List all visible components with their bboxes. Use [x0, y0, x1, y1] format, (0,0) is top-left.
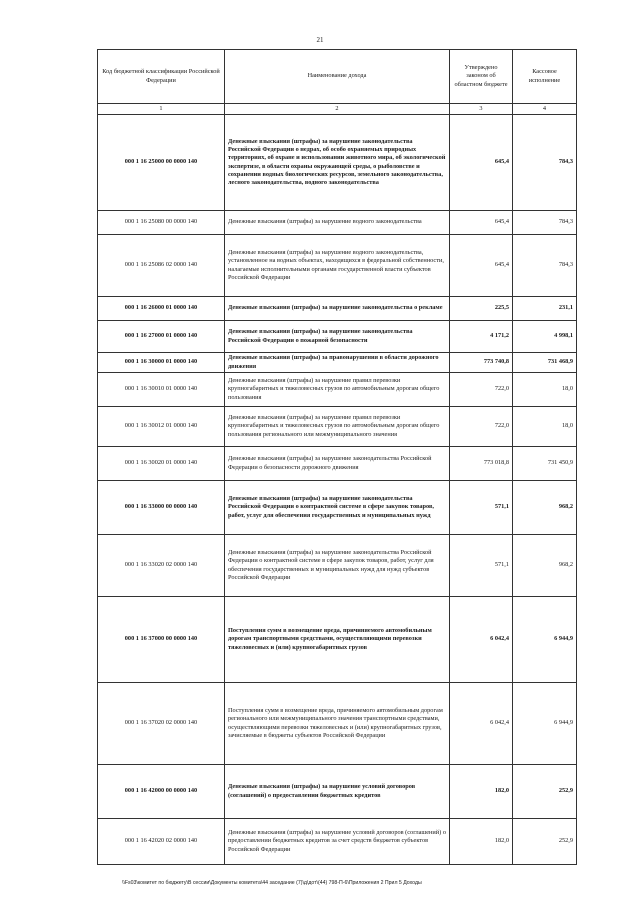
table-row	[98, 373, 577, 407]
row-code: 000 1 16 33000 00 0000 140	[98, 481, 225, 535]
header-executed: Кассовое исполнение	[513, 50, 577, 104]
row-code: 000 1 16 30012 01 0000 140	[98, 407, 225, 447]
row-approved: 645,4	[450, 211, 513, 235]
row-approved: 645,4	[450, 115, 513, 211]
table-row	[98, 535, 577, 597]
table-row	[98, 321, 577, 353]
row-executed: 968,2	[513, 481, 577, 535]
file-path-footer: \\Fs03\комитет по бюджету\В сессии\Документы комитета\44 заседание (7)\д\дот\(44) 798-П-6\Приложения 2 Прил 5 Доходы	[122, 880, 422, 886]
page-number: 21	[316, 36, 324, 44]
column-number: 2	[225, 104, 450, 115]
row-code: 000 1 16 30010 01 0000 140	[98, 373, 225, 407]
table-row	[98, 353, 577, 373]
revenue-table	[97, 49, 577, 865]
row-code: 000 1 16 27000 01 0000 140	[98, 321, 225, 353]
row-executed: 6 944,9	[513, 683, 577, 765]
row-executed: 18,0	[513, 407, 577, 447]
row-approved: 6 042,4	[450, 683, 513, 765]
row-executed: 731 468,9	[513, 353, 577, 373]
row-executed: 784,3	[513, 115, 577, 211]
row-approved: 722,0	[450, 373, 513, 407]
row-name: Денежные взыскания (штрафы) за нарушение законодательства Российской Федерации о пожарной безопасности	[225, 321, 450, 353]
table-row	[98, 297, 577, 321]
row-name: Денежные взыскания (штрафы) за нарушение законодательства о рекламе	[225, 297, 450, 321]
row-executed: 4 998,1	[513, 321, 577, 353]
row-name: Денежные взыскания (штрафы) за нарушение правил перевозки крупногабаритных и тяжеловесных грузов по автомобильным дорогам общего пользования регионального или межмуниципального значения	[225, 407, 450, 447]
table-row	[98, 115, 577, 211]
row-code: 000 1 16 30000 01 0000 140	[98, 353, 225, 373]
row-name: Денежные взыскания (штрафы) за нарушение законодательства Российской Федерации о контрактной системе в сфере закупок товаров, работ, услуг для обеспечения государственных и муниципальных нужд для нужд субъектов Российской Федерации	[225, 535, 450, 597]
row-name: Денежные взыскания (штрафы) за нарушение условий договоров (соглашений) о предоставлении бюджетных кредитов за счет средств бюджетов субъектов Российской Федерации	[225, 819, 450, 865]
row-approved: 182,0	[450, 765, 513, 819]
row-executed: 784,3	[513, 211, 577, 235]
row-approved: 773 018,8	[450, 447, 513, 481]
table-row	[98, 211, 577, 235]
row-executed: 731 450,9	[513, 447, 577, 481]
row-approved: 4 171,2	[450, 321, 513, 353]
row-code: 000 1 16 25086 02 0000 140	[98, 235, 225, 297]
column-number: 1	[98, 104, 225, 115]
table-row	[98, 683, 577, 765]
row-code: 000 1 16 25000 00 0000 140	[98, 115, 225, 211]
table-row	[98, 447, 577, 481]
row-name: Денежные взыскания (штрафы) за нарушение правил перевозки крупногабаритных и тяжеловесных грузов по автомобильным дорогам общего пользования	[225, 373, 450, 407]
row-name: Денежные взыскания (штрафы) за нарушение условий договоров (соглашений) о предоставлении бюджетных кредитов	[225, 765, 450, 819]
column-number: 4	[513, 104, 577, 115]
column-number: 3	[450, 104, 513, 115]
header-code: Код бюджетной классификации Российской Федерации	[98, 50, 225, 104]
row-executed: 252,9	[513, 765, 577, 819]
table-row	[98, 235, 577, 297]
table-row	[98, 407, 577, 447]
row-executed: 231,1	[513, 297, 577, 321]
row-executed: 6 944,9	[513, 597, 577, 683]
row-name: Денежные взыскания (штрафы) за нарушение водного законодательства	[225, 211, 450, 235]
row-code: 000 1 16 42000 00 0000 140	[98, 765, 225, 819]
row-approved: 722,0	[450, 407, 513, 447]
row-approved: 182,0	[450, 819, 513, 865]
table-row	[98, 819, 577, 865]
row-name: Денежные взыскания (штрафы) за нарушение законодательства Российской Федерации о недрах, об особо охраняемых природных территориях, об охране и использовании животного мира, об экологической экспертизе, в области охраны окружающей среды, о рыболовстве и сохранении водных биологических ресурсов, земельного законодательства, лесного законодательства, водного законодательства	[225, 115, 450, 211]
row-approved: 645,4	[450, 235, 513, 297]
row-code: 000 1 16 25080 00 0000 140	[98, 211, 225, 235]
row-code: 000 1 16 37020 02 0000 140	[98, 683, 225, 765]
row-code: 000 1 16 30020 01 0000 140	[98, 447, 225, 481]
row-approved: 571,1	[450, 481, 513, 535]
row-executed: 252,9	[513, 819, 577, 865]
row-executed: 18,0	[513, 373, 577, 407]
row-code: 000 1 16 33020 02 0000 140	[98, 535, 225, 597]
row-name: Денежные взыскания (штрафы) за нарушение законодательства Российской Федерации о безопасности дорожного движения	[225, 447, 450, 481]
table-row	[98, 597, 577, 683]
row-code: 000 1 16 26000 01 0000 140	[98, 297, 225, 321]
row-name: Поступления сумм в возмещение вреда, причиняемого автомобильным дорогам транспортными средствами, осуществляющими перевозки тяжеловесных и (или) крупногабаритных грузов	[225, 597, 450, 683]
row-code: 000 1 16 37000 00 0000 140	[98, 597, 225, 683]
header-approved: Утверждено законом об областном бюджете	[450, 50, 513, 104]
row-name: Денежные взыскания (штрафы) за нарушение водного законодательства, установленное на водных объектах, находящихся в федеральной собственности, налагаемые исполнительными органами государственной власти субъектов Российской Федерации	[225, 235, 450, 297]
row-approved: 773 740,8	[450, 353, 513, 373]
row-approved: 225,5	[450, 297, 513, 321]
header-name: Наименование дохода	[225, 50, 450, 104]
row-approved: 6 042,4	[450, 597, 513, 683]
row-name: Денежные взыскания (штрафы) за правонарушения в области дорожного движения	[225, 353, 450, 373]
row-approved: 571,1	[450, 535, 513, 597]
table-row	[98, 765, 577, 819]
row-name: Денежные взыскания (штрафы) за нарушение законодательства Российской Федерации о контрактной системе в сфере закупок товаров, работ, услуг для обеспечения государственных и муниципальных нужд	[225, 481, 450, 535]
row-executed: 968,2	[513, 535, 577, 597]
row-code: 000 1 16 42020 02 0000 140	[98, 819, 225, 865]
table-row	[98, 481, 577, 535]
row-executed: 784,3	[513, 235, 577, 297]
row-name: Поступления сумм в возмещение вреда, причиняемого автомобильным дорогам регионального или межмуниципального значения транспортными средствами, осуществляющими перевозки тяжеловесных и (или) крупногабаритных грузов, зачисляемые в бюджеты субъектов Российской Федерации	[225, 683, 450, 765]
